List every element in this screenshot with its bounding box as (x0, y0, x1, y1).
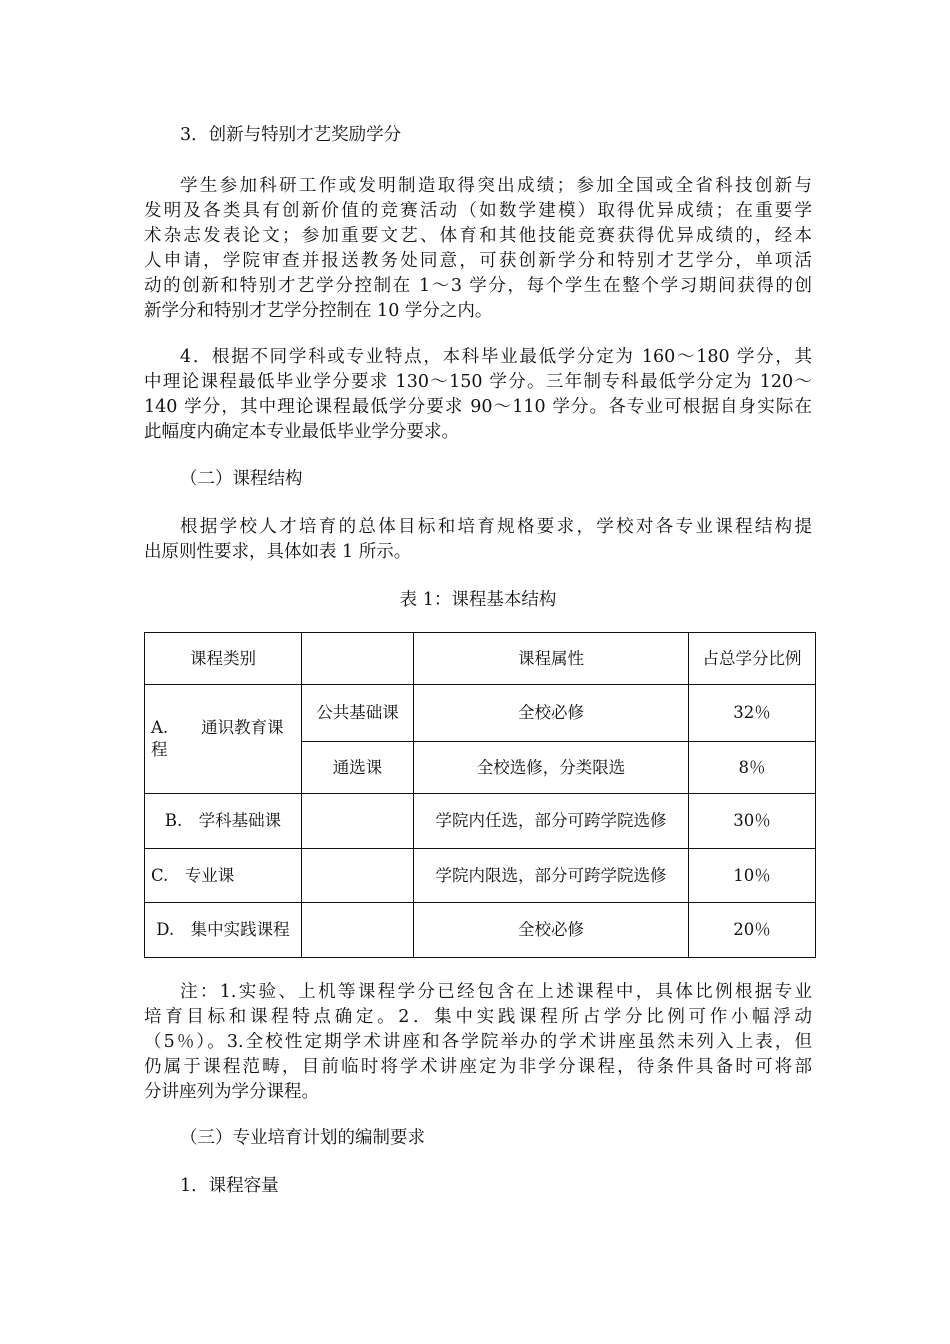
subcategory-cell (302, 903, 414, 958)
header-cell: 课程属性 (414, 633, 689, 685)
paragraph-line: 仍属于课程范畴，目前临时将学术讲座定为非学分课程，待条件具备时可将部 (144, 1057, 812, 1077)
table-caption: 表 1：课程基本结构 (399, 590, 557, 610)
ratio-cell: 30％ (689, 794, 816, 849)
ratio-cell: 20％ (689, 903, 816, 958)
table-header-row (145, 633, 816, 685)
paragraph-line: 动的创新和特别才艺学分控制在 1～3 学分，每个学生在整个学习期间获得的创 (144, 276, 812, 296)
paragraph-line: 4．根据不同学科或专业特点，本科毕业最低学分定为 160～180 学分，其 (180, 347, 812, 367)
paragraph-line: 根据学校人才培育的总体目标和培育规格要求，学校对各专业课程结构提 (180, 517, 812, 537)
paragraph-line: 出原则性要求，具体如表 1 所示。 (144, 542, 412, 562)
attribute-cell: 学院内任选，部分可跨学院选修 (414, 794, 689, 849)
category-cell: C. 专业课 (145, 849, 302, 903)
subsection-2-heading: （二）课程结构 (180, 469, 303, 489)
subcategory-cell (302, 849, 414, 903)
ratio-cell: 32％ (689, 685, 816, 742)
subcategory-cell: 通选课 (302, 742, 414, 794)
ratio-cell: 8％ (689, 742, 816, 794)
header-cell: 占总学分比例 (689, 633, 816, 685)
attribute-cell: 全校必修 (414, 903, 689, 958)
ratio-cell: 10％ (689, 849, 816, 903)
subcategory-cell (302, 794, 414, 849)
category-cell: D. 集中实践课程 (145, 903, 302, 958)
table-note-paragraph (144, 980, 812, 1105)
paragraph-line: 注：1.实验、上机等课程学分已经包含在上述课程中，具体比例根据专业 (180, 982, 812, 1002)
category-cell: B. 学科基础课 (145, 794, 302, 849)
paragraph-line: 中理论课程最低毕业学分要求 130～150 学分。三年制专科最低学分定为 120～ (144, 372, 812, 392)
table-row (145, 903, 816, 958)
section-4-paragraph (144, 345, 812, 445)
item-1-heading: 1．课程容量 (180, 1176, 279, 1196)
section-3-heading: 3．创新与特别才艺奖励学分 (180, 125, 402, 145)
paragraph-line: 术杂志发表论文；参加重要文艺、体育和其他技能竞赛获得优异成绩的，经本 (144, 226, 812, 246)
paragraph-line: 分讲座列为学分课程。 (144, 1082, 319, 1102)
header-cell (302, 633, 414, 685)
paragraph-line: 新学分和特别才艺学分控制在 10 学分之内。 (144, 301, 493, 321)
table-row (145, 685, 816, 742)
section-3-paragraph (144, 174, 812, 324)
attribute-cell: 学院内限选，部分可跨学院选修 (414, 849, 689, 903)
paragraph-line: 140 学分，其中理论课程最低学分要求 90～110 学分。各专业可根据自身实际在 (144, 397, 812, 417)
intro-paragraph (144, 515, 812, 565)
subsection-3-heading: （三）专业培育计划的编制要求 (180, 1128, 425, 1148)
course-structure-table (144, 632, 816, 958)
paragraph-line: 学生参加科研工作或发明制造取得突出成绩；参加全国或全省科技创新与 (180, 176, 812, 196)
paragraph-line: （5％）。3.全校性定期学术讲座和各学院举办的学术讲座虽然未列入上表，但 (144, 1032, 812, 1052)
attribute-cell: 全校必修 (414, 685, 689, 742)
table-row (145, 794, 816, 849)
attribute-cell: 全校选修，分类限选 (414, 742, 689, 794)
subcategory-cell: 公共基础课 (302, 685, 414, 742)
paragraph-line: 人申请，学院审查并报送教务处同意，可获创新学分和特别才艺学分，单项活 (144, 251, 812, 271)
paragraph-line: 培育目标和课程特点确定。2．集中实践课程所占学分比例可作小幅浮动 (144, 1007, 812, 1027)
category-cell: A. 通识教育课程 (145, 685, 302, 794)
paragraph-line: 发明及各类具有创新价值的竞赛活动（如数学建模）取得优异成绩；在重要学 (144, 201, 812, 221)
header-cell: 课程类别 (145, 633, 302, 685)
table-row (145, 849, 816, 903)
paragraph-line: 此幅度内确定本专业最低毕业学分要求。 (144, 422, 459, 442)
